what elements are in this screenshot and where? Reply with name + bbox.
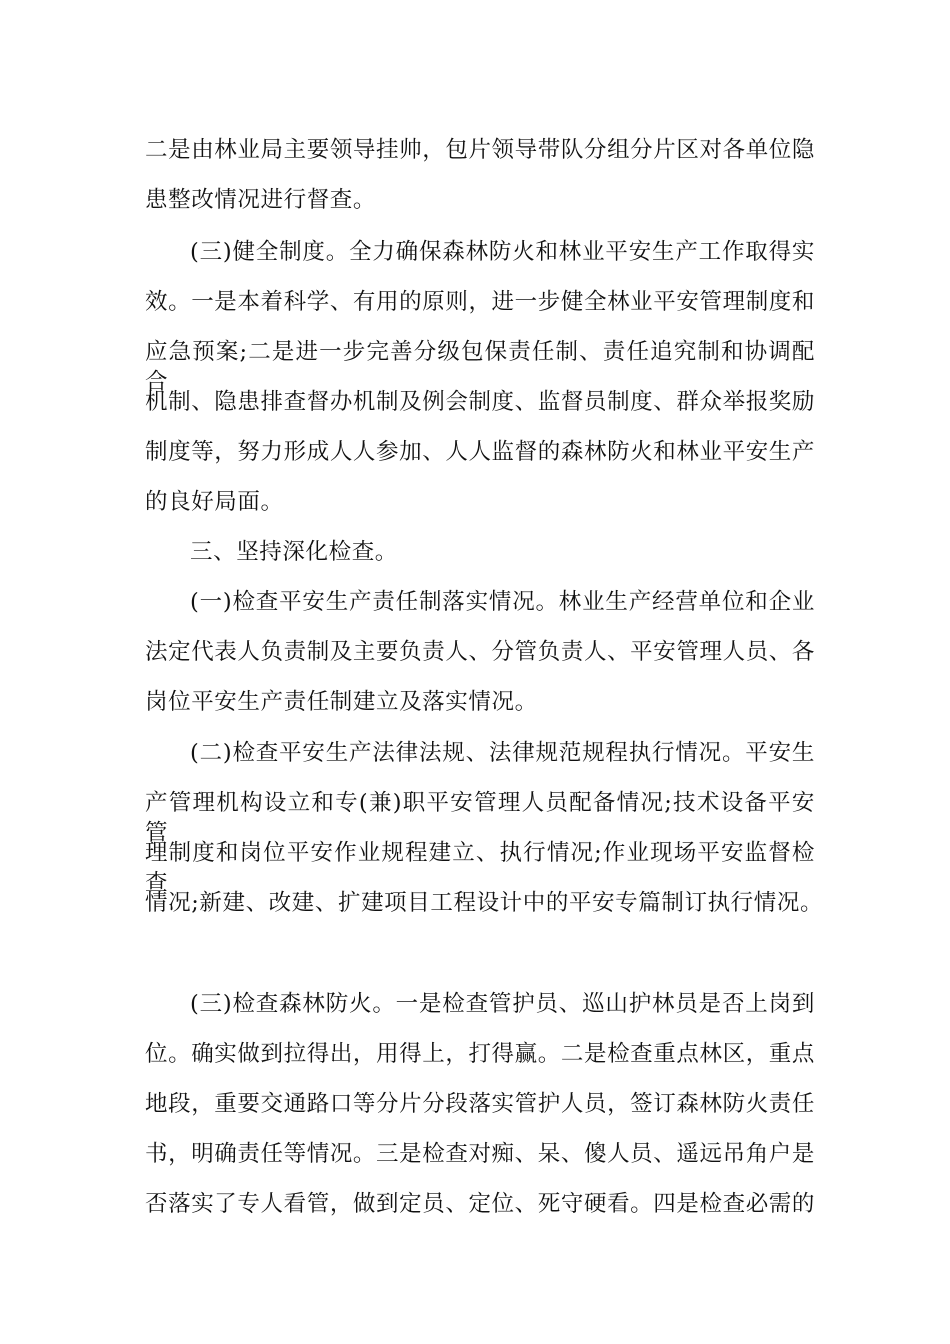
text-line: 否落实了专人看管，做到定员、定位、死守硬看。四是检查必需的 xyxy=(145,1191,815,1217)
paragraph-heading-line: (一)检查平安生产责任制落实情况。林业生产经营单位和企业 xyxy=(190,589,815,615)
text-line: 法定代表人负责制及主要负责人、分管负责人、平安管理人员、各 xyxy=(145,639,815,665)
text-line: 地段，重要交通路口等分片分段落实管护人员，签订森林防火责任 xyxy=(145,1091,815,1117)
text-line: 二是由林业局主要领导挂帅，包片领导带队分组分片区对各单位隐 xyxy=(145,137,815,163)
paragraph-heading-line: (三)检查森林防火。一是检查管护员、巡山护林员是否上岗到 xyxy=(190,991,815,1017)
text-line: 产管理机构设立和专(兼)职平安管理人员配备情况;技术设备平安管 xyxy=(145,790,815,846)
text-line: 位。确实做到拉得出，用得上，打得赢。二是检查重点林区，重点 xyxy=(145,1041,815,1067)
text-line: 情况;新建、改建、扩建项目工程设计中的平安专篇制订执行情况。 xyxy=(145,890,824,916)
text-line: 应急预案;二是进一步完善分级包保责任制、责任追究制和协调配合 xyxy=(145,339,815,395)
text-line: 制度等，努力形成人人参加、人人监督的森林防火和林业平安生产 xyxy=(145,439,815,465)
paragraph-heading-line: (三)健全制度。全力确保森林防火和林业平安生产工作取得实 xyxy=(190,239,815,265)
text-line: 患整改情况进行督查。 xyxy=(145,187,377,213)
paragraph-heading-line: (二)检查平安生产法律法规、法律规范规程执行情况。平安生 xyxy=(190,740,815,766)
text-line: 效。一是本着科学、有用的原则，进一步健全林业平安管理制度和 xyxy=(145,289,815,315)
section-heading: 三、坚持深化检查。 xyxy=(190,539,398,565)
text-line: 理制度和岗位平安作业规程建立、执行情况;作业现场平安监督检查 xyxy=(145,840,815,896)
text-line: 书，明确责任等情况。三是检查对痴、呆、傻人员、遥远吊角户是 xyxy=(145,1141,815,1167)
text-line: 的良好局面。 xyxy=(145,489,284,515)
text-line: 机制、隐患排查督办机制及例会制度、监督员制度、群众举报奖励 xyxy=(145,389,815,415)
text-line: 岗位平安生产责任制建立及落实情况。 xyxy=(145,689,538,715)
